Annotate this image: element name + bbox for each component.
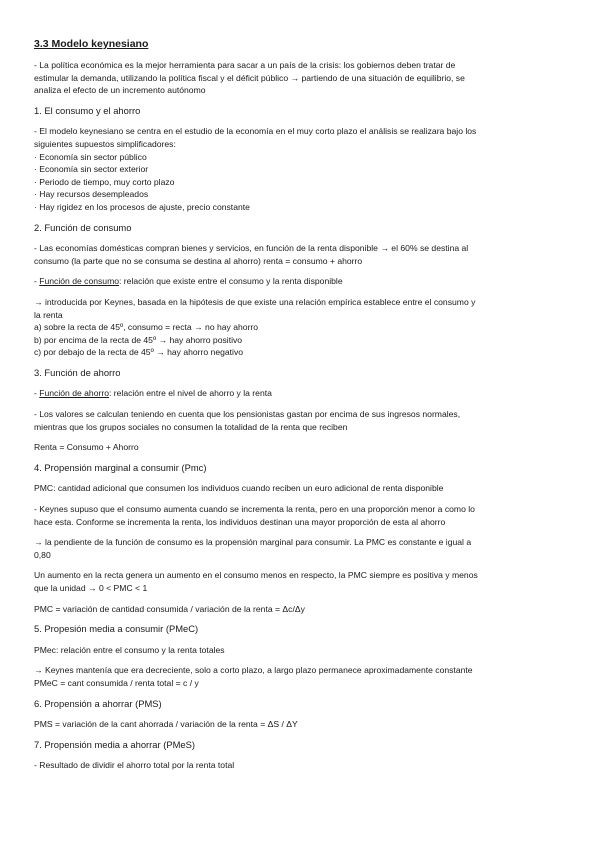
definition-pmec: PMec: relación entre el consumo y la renta totales (34, 644, 225, 655)
list-item: c) por debajo de la recta de 45º → hay ahorro negativo (34, 347, 244, 358)
section-4-paragraph-3 (34, 569, 566, 594)
definition-text: : relación que existe entre el consumo y la renta disponible (119, 276, 343, 287)
definition-pmc: PMC: cantidad adicional que consumen los individuos cuando reciben un euro adicional de renta disponible (34, 483, 444, 494)
text-line: - Los valores se calculan teniendo en cuenta que los pensionistas gastan por encima de sus ingresos normales, (34, 409, 461, 420)
text-line: → Keynes mantenía que era decreciente, solo a corto plazo, a largo plazo permanece aproximadamente constante (34, 665, 473, 676)
section-heading-funcion-consumo: 2. Función de consumo (34, 221, 132, 233)
section-5-paragraph (34, 664, 566, 689)
list-item: b) por encima de la recta de 45º → hay ahorro positivo (34, 334, 243, 345)
section-4-paragraph-1 (34, 503, 566, 528)
definition-funcion-ahorro (34, 387, 566, 400)
text-line: - Keynes supuso que el consumo aumenta cuando se incrementa la renta, pero en una proporción menor a como lo (34, 504, 475, 515)
text-line: 0,80 (34, 549, 51, 560)
text-line: - Resultado de dividir el ahorro total por la renta total (34, 760, 235, 771)
definition-dash: - (34, 276, 40, 287)
list-item: · Periodo de tiempo, muy corto plazo (34, 176, 175, 187)
formula-pmc: PMC = variación de cantidad consumida / variación de la renta = Δc/Δy (34, 603, 305, 614)
formula-pms: PMS = variación de la cant ahorrada / variación de la renta = ΔS / ΔY (34, 719, 298, 730)
section-2-paragraph-2 (34, 296, 566, 359)
text-line: hace esta. Conforme se incrementa la renta, los individuos destinan una mayor proporción de esta al ahorro (34, 516, 446, 527)
definition-funcion-consumo (34, 275, 566, 288)
text-line: mientras que los grupos sociales no consumen la totalidad de la renta que reciben (34, 421, 348, 432)
section-heading-pmec: 5. Propesión media a consumir (PMeC) (34, 623, 199, 635)
list-item: · Hay rigidez en los procesos de ajuste, precio constante (34, 201, 250, 212)
definition-term: Función de consumo (39, 276, 120, 287)
text-line: estimular la demanda, utilizando la política fiscal y el déficit público → partiendo de una situación de equilibrio, se (34, 72, 465, 83)
text-line: siguientes supuestos simplificadores: (34, 138, 176, 149)
text-line: - La política económica es la mejor herramienta para sacar a un país de la crisis: los gobiernos deben tratar de (34, 60, 456, 70)
list-item: · Economía sin sector exterior (34, 164, 149, 175)
section-heading-funcion-ahorro: 3. Función de ahorro (34, 366, 121, 378)
formula-renta: Renta = Consumo + Ahorro (34, 442, 139, 453)
section-heading-pms: 6. Propensión a ahorrar (PMS) (34, 697, 162, 709)
text-line: - Las economías domésticas compran bienes y servicios, en función de la renta disponible → el 60% se destina al (34, 243, 469, 254)
text-line: → introducida por Keynes, basada en la hipótesis de que existe una relación empírica establece entre el consumo y (34, 296, 476, 307)
list-item: a) sobre la recta de 45º, consumo = recta → no hay ahorro (34, 322, 259, 333)
section-heading-consumo-ahorro: 1. El consumo y el ahorro (34, 104, 141, 116)
intro-paragraph (34, 59, 566, 97)
text-line: consumo (la parte que no se consuma se destina al ahorro) renta = consumo + ahorro (34, 255, 363, 266)
section-1-body (34, 125, 566, 213)
list-item: · Hay recursos desempleados (34, 189, 149, 200)
page-title: 3.3 Modelo keynesiano (34, 38, 149, 50)
text-line: PMeC = cant consumida / renta total = c / y (34, 677, 199, 688)
section-4-paragraph-2 (34, 536, 566, 561)
text-line: que la unidad → 0 < PMC < 1 (34, 583, 148, 593)
definition-term: Función de ahorro (39, 388, 109, 399)
text-line: Un aumento en la recta genera un aumento en el consumo menos en respecto, la PMC siempre es positiva y menos (34, 570, 478, 581)
definition-dash: - (34, 388, 40, 399)
definition-text: : relación entre el nivel de ahorro y la renta (109, 388, 272, 399)
section-2-paragraph-1 (34, 242, 566, 267)
text-line: - El modelo keynesiano se centra en el estudio de la economía en el muy corto plazo el análisis se realizara bajo los (34, 126, 477, 137)
text-line: la renta (34, 309, 63, 320)
section-heading-pmes: 7. Propensión media a ahorrar (PMeS) (34, 738, 196, 750)
section-3-paragraph (34, 408, 566, 433)
list-item: · Economía sin sector público (34, 151, 147, 162)
text-line: analiza el efecto de un incremento autónomo (34, 85, 206, 96)
text-line: → la pendiente de la función de consumo es la propensión marginal para consumir. La PMC es constante e igual a (34, 537, 472, 548)
section-heading-pmc: 4. Propensión marginal a consumir (Pmc) (34, 461, 207, 473)
